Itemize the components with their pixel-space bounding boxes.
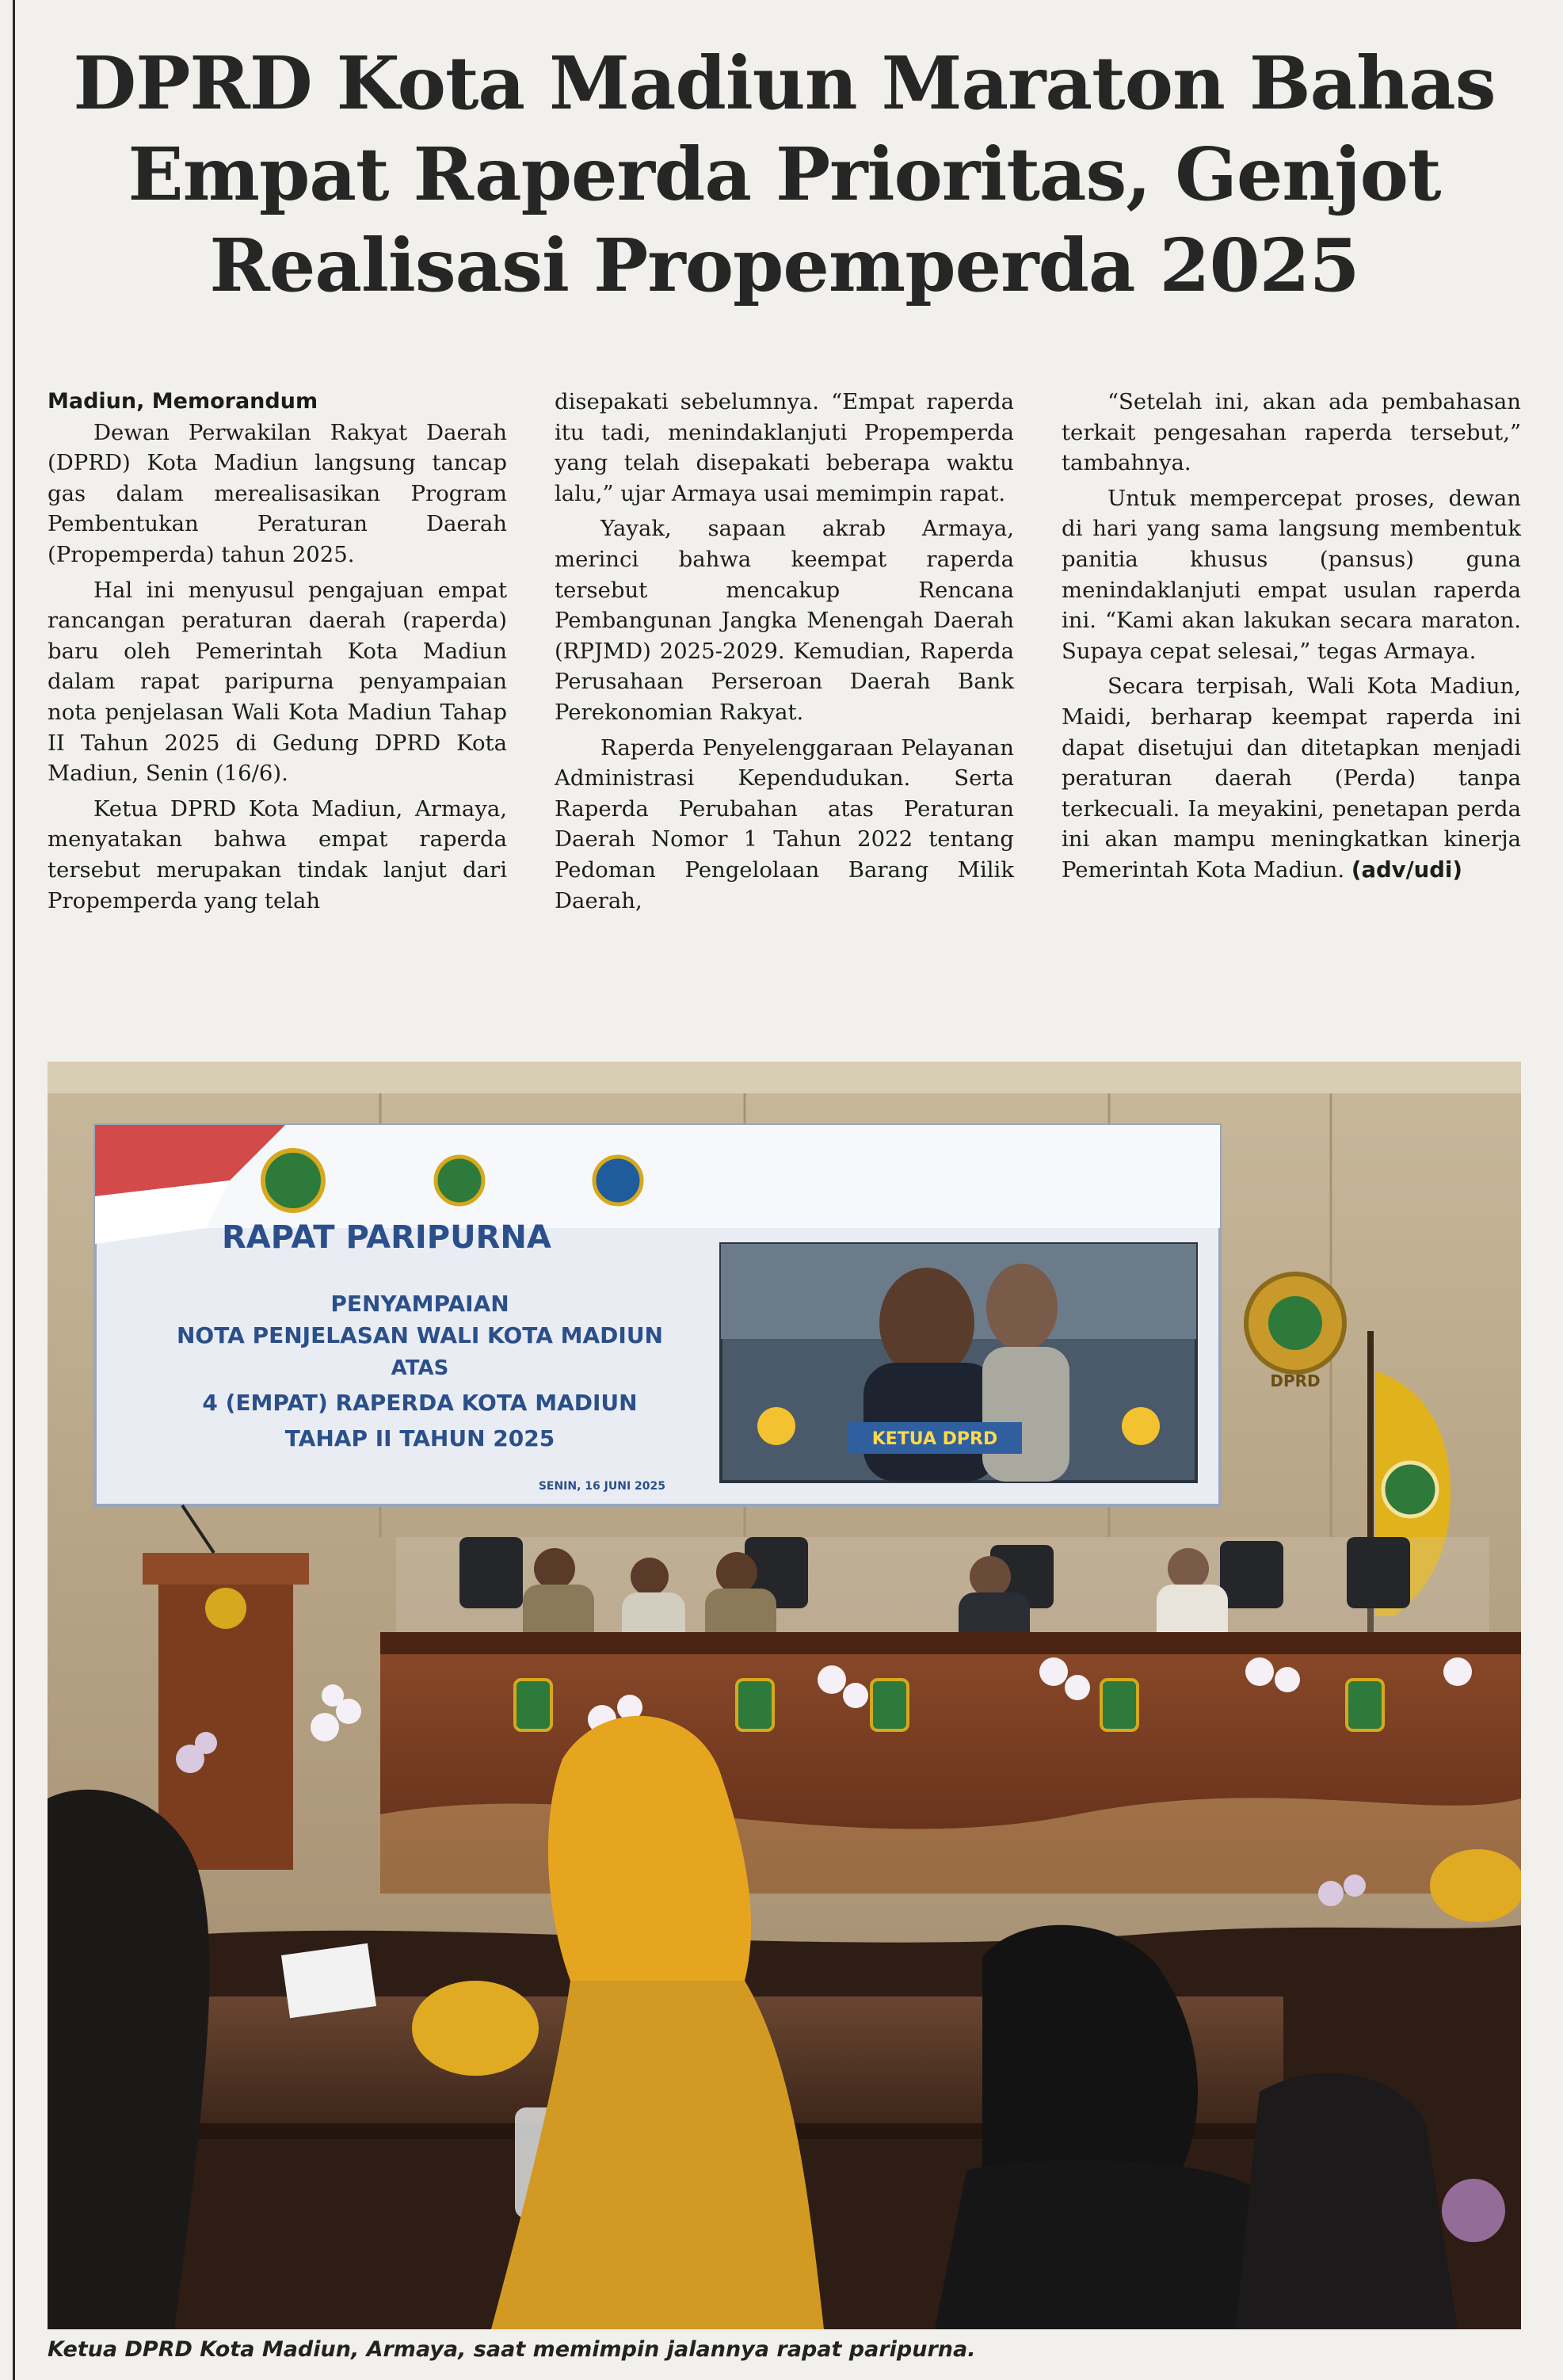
ketua-label: KETUA DPRD [871, 1429, 998, 1449]
speaker-head [879, 1268, 974, 1379]
city-emblem-icon [1383, 1463, 1437, 1516]
paragraph: Ketua DPRD Kota Madiun, Armaya, menyatakan bahwa empat raperda tersebut merupakan tindak lanjut dari Propemperda yang telah [48, 795, 507, 913]
banner-screen [95, 1125, 1220, 1505]
emblem-center [1268, 1296, 1322, 1350]
paragraph: Raperda Penyelenggaraan Pelayanan Administrasi Kependudukan. Serta Raperda Perubahan atas Peraturan Daerah Nomor 1 Tahun 2022 tentang Pedoman Pengelolaan Barang Milik Daerah, [555, 734, 1014, 913]
orchid-foreground [1442, 2179, 1505, 2242]
desk-calendar [281, 1943, 376, 2019]
emblem-label: DPRD [1270, 1371, 1321, 1390]
audience-right-body [935, 2161, 1283, 2329]
snack-basket [412, 1981, 539, 2076]
city-emblem-icon [436, 1157, 483, 1204]
snack-basket [1430, 1849, 1521, 1922]
headline-line-3: Realisasi Propemperda 2025 [209, 223, 1359, 308]
aide-body [982, 1347, 1069, 1482]
photo-illustration [48, 1062, 1521, 2329]
news-photo [48, 1062, 1521, 2329]
banner-line-1: RAPAT PARIPURNA [222, 1219, 551, 1256]
paragraph: “Setelah ini, akan ada pembahasan terkait pengesahan raperda tersebut,” tambahnya. [1062, 389, 1521, 476]
podium-emblem-icon [205, 1588, 246, 1629]
paragraph: Dewan Perwakilan Rakyat Daerah (DPRD) Kota Madiun langsung tancap gas dalam merealisasikan Program Pembentukan Peraturan Daerah (Propemperda) tahun 2025. [48, 419, 507, 567]
banner-line-5: 4 (EMPAT) RAPERDA KOTA MADIUN [202, 1390, 638, 1416]
banner-line-4: ATAS [391, 1356, 449, 1380]
article-body [48, 387, 1521, 1036]
paragraph: Untuk mempercepat proses, dewan di hari yang sama langsung membentuk panitia khusus (pansus) guna menindaklanjuti empat usulan raperda ini. “Kami akan lakukan secara maraton. Supaya cepat selesai,” tegas Armaya. [1062, 485, 1521, 664]
author-credit: (adv/udi) [1351, 856, 1462, 883]
headline-line-2: Empat Raperda Prioritas, Genjot [128, 132, 1441, 217]
banner-line-3: NOTA PENJELASAN WALI KOTA MADIUN [177, 1322, 663, 1348]
dprd-emblem-icon [594, 1157, 642, 1204]
paragraph [1062, 671, 1521, 885]
banner-date: SENIN, 16 JUNI 2025 [538, 1480, 665, 1493]
photo-caption: Ketua DPRD Kota Madiun, Armaya, saat memimpin jalannya rapat paripurna. [48, 2337, 976, 2362]
article-column-3 [1062, 387, 1521, 1036]
article-column-2 [555, 387, 1014, 1036]
paragraph-text: Secara terpisah, Wali Kota Madiun, Maidi, berharap keempat raperda ini dapat disetujui dan ditetapkan menjadi peraturan daerah (Perda) tanpa terkecuali. Ia meyakini, penetapan perda ini akan mampu meningkatkan kinerja Pemerintah Kota Madiun. [1062, 673, 1521, 883]
podium [143, 1505, 309, 1870]
podium-top [143, 1553, 309, 1585]
column-rule [13, 0, 15, 2380]
banner-line-2: PENYAMPAIAN [330, 1291, 509, 1317]
headline [32, 38, 1537, 311]
headline-line-1: DPRD Kota Madiun Maraton Bahas [73, 40, 1496, 126]
dateline: Madiun, Memorandum [48, 389, 318, 414]
article-column-1 [48, 387, 507, 1036]
city-emblem-icon [263, 1150, 323, 1211]
paragraph: disepakati sebelumnya. “Empat raperda itu tadi, menindaklanjuti Propemperda yang telah disepakati beberapa waktu lalu,” ujar Armaya usai memimpin rapat. [555, 389, 1014, 506]
flower-icon [757, 1407, 795, 1445]
ceiling-trim [48, 1062, 1521, 1093]
desk-edge [380, 1632, 1521, 1654]
banner-line-6: TAHAP II TAHUN 2025 [284, 1425, 555, 1451]
aide-head [986, 1264, 1058, 1351]
paragraph: Hal ini menyusul pengajuan empat rancangan peraturan daerah (raperda) baru oleh Pemerintah Kota Madiun dalam rapat paripurna penyampaian nota penjelasan Wali Kota Madiun Tahap II Tahun 2025 di Gedung DPRD Kota Madiun, Senin (16/6). [48, 577, 507, 787]
flower-icon [1122, 1407, 1160, 1445]
paragraph: Yayak, sapaan akrab Armaya, merinci bahwa keempat raperda tersebut mencakup Rencana Pembangunan Jangka Menengah Daerah (RPJMD) 2025-2029. Kemudian, Raperda Perusahaan Perseroan Daerah Bank Perekonomian Rakyat. [555, 516, 1014, 725]
